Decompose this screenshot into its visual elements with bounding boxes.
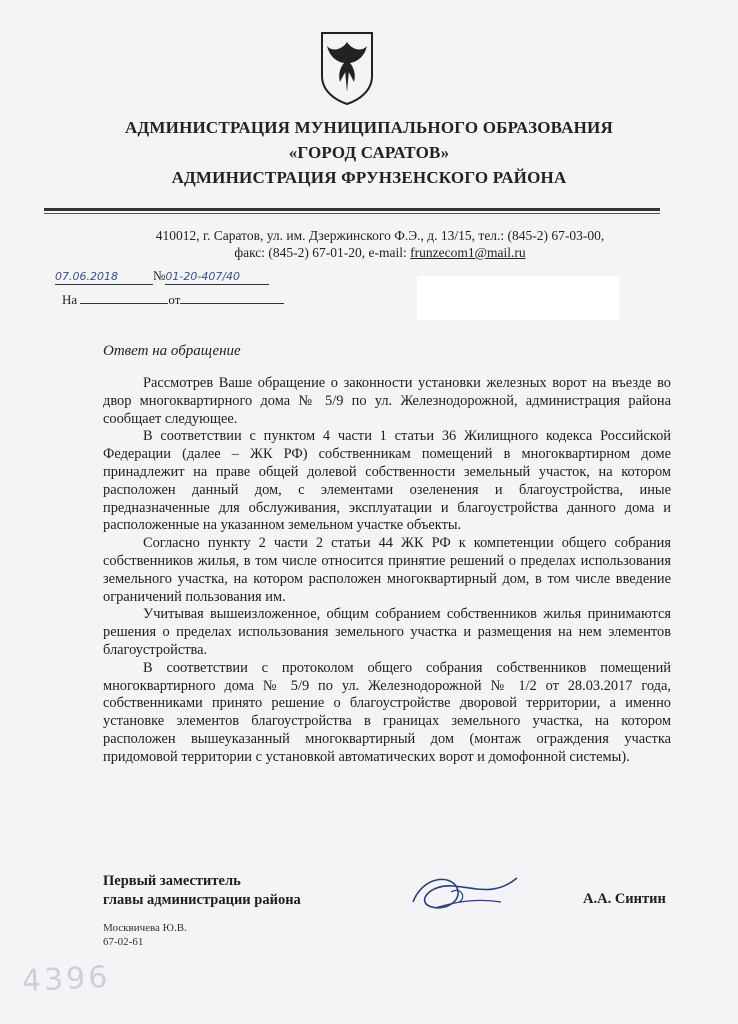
coat-of-arms-icon	[318, 30, 376, 106]
org-name-line2: «ГОРОД САРАТОВ»	[288, 143, 450, 162]
executor-phone: 67-02-61	[103, 936, 144, 948]
reply-date-blank	[180, 291, 284, 304]
incoming-stamp-number: 4396	[21, 959, 112, 1000]
body-paragraph: Рассмотрев Ваше обращение о законности установки железных ворот на въезде во двор многоквартирного дома № 5/9 по ул. Железнодорожной, администрация района сообщает следующее.	[103, 375, 671, 427]
executor-name: Москвичева Ю.В.	[103, 922, 187, 934]
reply-number-blank	[80, 291, 168, 304]
letter-subject: Ответ на обращение	[103, 343, 241, 359]
header-divider-thin	[44, 213, 660, 214]
body-paragraph: Согласно пункту 2 части 2 статьи 44 ЖК РФ к компетенции общего собрания собственников жилья, в том числе относится принятие решений о пределах использования земельного участка, на котором расположен многоквартирный дом, в том числе введение ограничений пользования им.	[103, 535, 671, 605]
header-divider	[44, 208, 660, 211]
signatory-name: А.А. Синтин	[583, 891, 666, 907]
signatory-title-line2: главы администрации района	[103, 892, 301, 908]
from-label: от	[168, 292, 181, 307]
contacts-fax: факс: (845-2) 67-01-20, e-mail:	[234, 245, 411, 260]
body-paragraph: Учитывая вышеизложенное, общим собранием собственников жилья принимаются решения о пределах использования земельного участка и размещения на нем элементов благоустройства.	[103, 606, 671, 658]
number-sign: №	[153, 268, 166, 283]
registration-number: 01-20-407/40	[165, 270, 241, 283]
registration-date: 07.06.2018	[55, 270, 118, 283]
executor-info	[103, 921, 187, 949]
org-name-line1: АДМИНИСТРАЦИЯ МУНИЦИПАЛЬНОГО ОБРАЗОВАНИЯ	[125, 118, 613, 137]
contacts-address: 410012, г. Саратов, ул. им. Дзержинского Ф.Э., д. 13/15, тел.: (845-2) 67-03-00,	[155, 228, 605, 243]
incoming-reference	[62, 291, 284, 308]
reply-prefix: На	[62, 292, 78, 307]
handwritten-signature-icon	[405, 868, 525, 918]
body-paragraph: В соответствии с протоколом общего собрания собственников помещений многоквартирного дома № 5/9 по ул. Железнодорожной № 1/2 от 28.03.2017 года, собственниками принято решение о благоустройстве дворовой территории, а именно установке элементов благоустройства в границах земельного участка, на котором расположен вышеуказанный многоквартирный дом (монтаж ограждения участка придомовой территории с установкой автоматических ворот и домофонной системы).	[103, 659, 671, 765]
email-link[interactable]: frunzecom1@mail.ru	[410, 245, 526, 260]
redacted-addressee	[417, 276, 619, 320]
signatory-title	[103, 872, 301, 910]
contacts-fax-email	[80, 245, 680, 261]
signatory-title-line1: Первый заместитель	[103, 873, 241, 889]
org-name-line3: АДМИНИСТРАЦИЯ ФРУНЗЕНСКОГО РАЙОНА	[171, 168, 567, 187]
letter-body	[103, 375, 671, 767]
outgoing-registration	[55, 268, 269, 285]
body-paragraph: В соответствии с пунктом 4 части 1 статьи 36 Жилищного кодекса Российской Федерации (далее – ЖК РФ) собственникам помещений в многоквартирном доме принадлежит на праве общей долевой собственности земельный участок, на котором расположен данный дом, с элементами озеленения и благоустройства, иные предназначенные для обслуживания, эксплуатации и благоустройства данного дома и расположенные на указанном земельном участке объекты.	[103, 428, 671, 534]
